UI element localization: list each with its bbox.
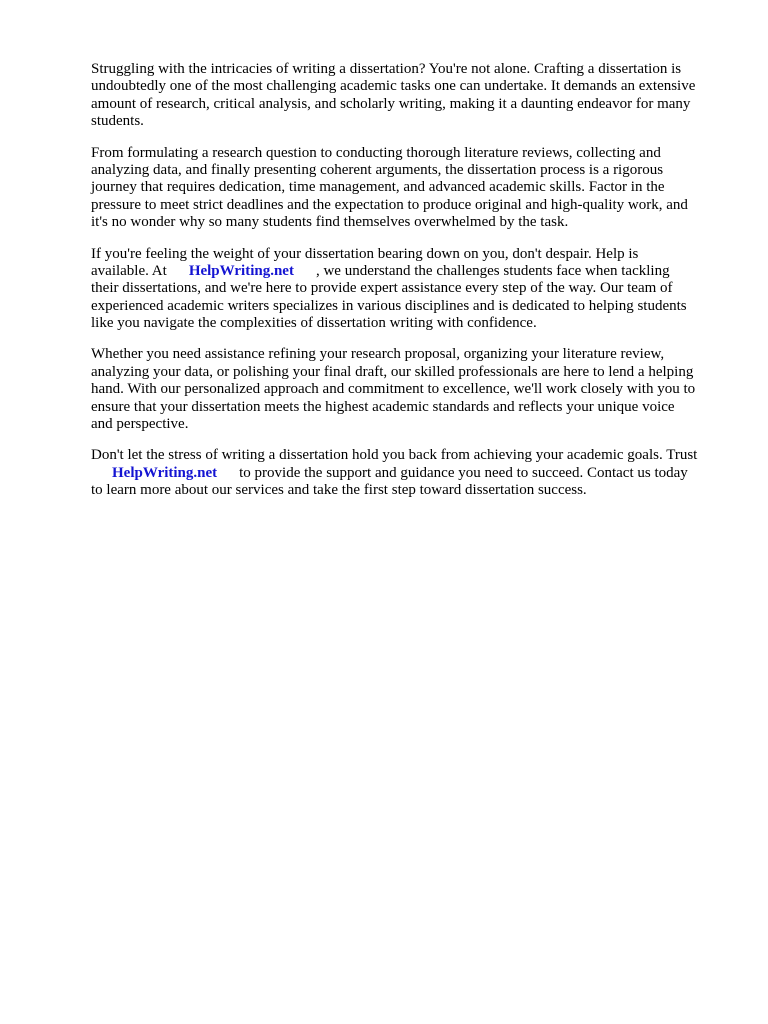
paragraph-line: like you navigate the complexities of dissertation writing with confidence. xyxy=(91,315,537,332)
paragraph-line-with-link xyxy=(91,465,751,482)
paragraph-line: experienced academic writers specializes in various disciplines and is dedicated to helping students xyxy=(91,297,687,314)
paragraph-line: to learn more about our services and take the first step toward dissertation success. xyxy=(91,482,587,499)
paragraph-line: journey that requires dedication, time management, and advanced academic skills. Factor in the xyxy=(91,179,665,196)
paragraph-5 xyxy=(91,447,751,499)
paragraph-line: their dissertations, and we're here to provide expert assistance every step of the way. Our team of xyxy=(91,280,673,297)
paragraph-line: ensure that your dissertation meets the highest academic standards and reflects your unique voice xyxy=(91,398,675,415)
paragraph-3 xyxy=(91,246,751,333)
paragraph-line: Don't let the stress of writing a dissertation hold you back from achieving your academic goals. Trust xyxy=(91,447,698,464)
line-text: , we understand the challenges students face when tackling xyxy=(315,262,670,279)
paragraph-line: From formulating a research question to conducting thorough literature reviews, collecting and xyxy=(91,144,661,161)
paragraph-line: and perspective. xyxy=(91,416,189,433)
paragraph-line: If you're feeling the weight of your dissertation bearing down on you, don't despair. Help is xyxy=(91,245,639,262)
paragraph-line: pressure to meet strict deadlines and the expectation to produce original and high-quality work, and xyxy=(91,196,688,213)
paragraph-line: analyzing your data, or polishing your final draft, our skilled professionals are here to lend a helping xyxy=(91,363,694,380)
helpwriting-link[interactable]: HelpWriting.net xyxy=(112,464,218,481)
paragraph-line: it's no wonder why so many students find themselves overwhelmed by the task. xyxy=(91,214,569,231)
paragraph-line: Struggling with the intricacies of writing a dissertation? You're not alone. Crafting a dissertation is xyxy=(91,61,682,77)
paragraph-line: undoubtedly one of the most challenging academic tasks one can undertake. It demands an extensive xyxy=(91,78,696,95)
paragraph-2 xyxy=(91,145,751,232)
line-text: to provide the support and guidance you need to succeed. Contact us today xyxy=(239,464,688,481)
paragraph-line-with-link xyxy=(91,263,751,280)
line-text: available. At xyxy=(91,262,167,279)
helpwriting-link[interactable]: HelpWriting.net xyxy=(188,262,294,279)
paragraph-line: amount of research, critical analysis, and scholarly writing, making it a daunting endeavor for many xyxy=(91,95,691,112)
paragraph-line: analyzing data, and finally presenting coherent arguments, the dissertation process is a rigorous xyxy=(91,161,664,178)
paragraph-line: hand. With our personalized approach and commitment to excellence, we'll work closely with you to xyxy=(91,381,696,398)
paragraph-4 xyxy=(91,346,751,433)
paragraph-line: students. xyxy=(91,113,144,130)
paragraph-line: Whether you need assistance refining your research proposal, organizing your literature review, xyxy=(91,346,665,363)
paragraph-1 xyxy=(91,61,751,131)
document-body xyxy=(91,61,751,514)
